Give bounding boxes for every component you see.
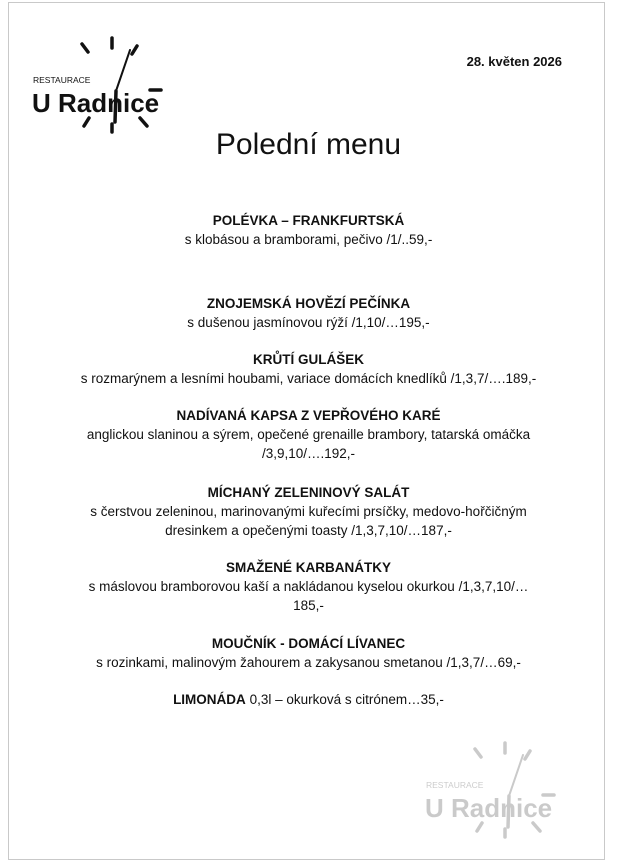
menu-item-desc: s čerstvou zeleninou, marinovanými kuřecími prsíčky, medovo-hořčičným dresinkem a opečenými toasty /1,3,7,10/…187,- bbox=[90, 504, 527, 538]
clock-logo-icon bbox=[22, 30, 172, 140]
menu-item bbox=[40, 211, 577, 249]
menu-item-name: POLÉVKA – FRANKFURTSKÁ bbox=[212, 213, 405, 228]
menu-item bbox=[60, 406, 557, 463]
menu-item-name: NADÍVANÁ KAPSA Z VEPŘOVÉHO KARÉ bbox=[176, 408, 441, 423]
page-title: Polední menu bbox=[215, 128, 402, 161]
menu-item bbox=[75, 558, 542, 615]
menu-item-name: MÍCHANÝ ZELENINOVÝ SALÁT bbox=[207, 485, 410, 500]
logo-main-text: U Radnice bbox=[425, 793, 553, 823]
clock-logo-icon bbox=[415, 735, 565, 845]
menu-date: 28. květen 2026 bbox=[466, 54, 562, 69]
logo-small-text: RESTAURACE bbox=[33, 75, 91, 85]
menu-item-desc: anglickou slaninou a sýrem, opečené grenaille brambory, tatarská omáčka /3,9,10/….192,- bbox=[86, 427, 531, 461]
menu-item bbox=[40, 350, 577, 388]
menu-item-desc: s rozmarýnem a lesními houbami, variace domácích knedlíků /1,3,7/….189,- bbox=[80, 371, 537, 386]
menu-item-desc: s klobásou a bramborami, pečivo /1/..59,- bbox=[184, 232, 433, 247]
restaurant-logo bbox=[22, 30, 172, 140]
menu-item-name: KRŮTÍ GULÁŠEK bbox=[253, 352, 364, 367]
menu-item-desc: s rozinkami, malinovým žahourem a zakysanou smetanou /1,3,7/…69,- bbox=[96, 655, 521, 670]
drink-desc: 0,3l – okurková s citrónem…35,- bbox=[249, 692, 444, 707]
menu-item-desc: s máslovou bramborovou kaší a nakládanou kyselou okurkou /1,3,7,10/…185,- bbox=[88, 579, 529, 613]
drink-item bbox=[40, 690, 577, 709]
menu-item-name: SMAŽENÉ KARBANÁTKY bbox=[226, 560, 391, 575]
menu-item bbox=[60, 483, 557, 540]
logo-main-text: U Radnice bbox=[32, 88, 160, 118]
drink-name: LIMONÁDA bbox=[173, 692, 246, 707]
restaurant-logo-watermark bbox=[415, 735, 565, 845]
menu-item-name: MOUČNÍK - DOMÁCÍ LÍVANEC bbox=[211, 636, 406, 651]
menu-item-desc: s dušenou jasmínovou rýží /1,10/…195,- bbox=[187, 315, 430, 330]
logo-small-text: RESTAURACE bbox=[426, 780, 484, 790]
menu-item bbox=[40, 294, 577, 332]
menu-item bbox=[40, 634, 577, 672]
menu-item-name: ZNOJEMSKÁ HOVĚZÍ PEČÍNKA bbox=[206, 296, 411, 311]
